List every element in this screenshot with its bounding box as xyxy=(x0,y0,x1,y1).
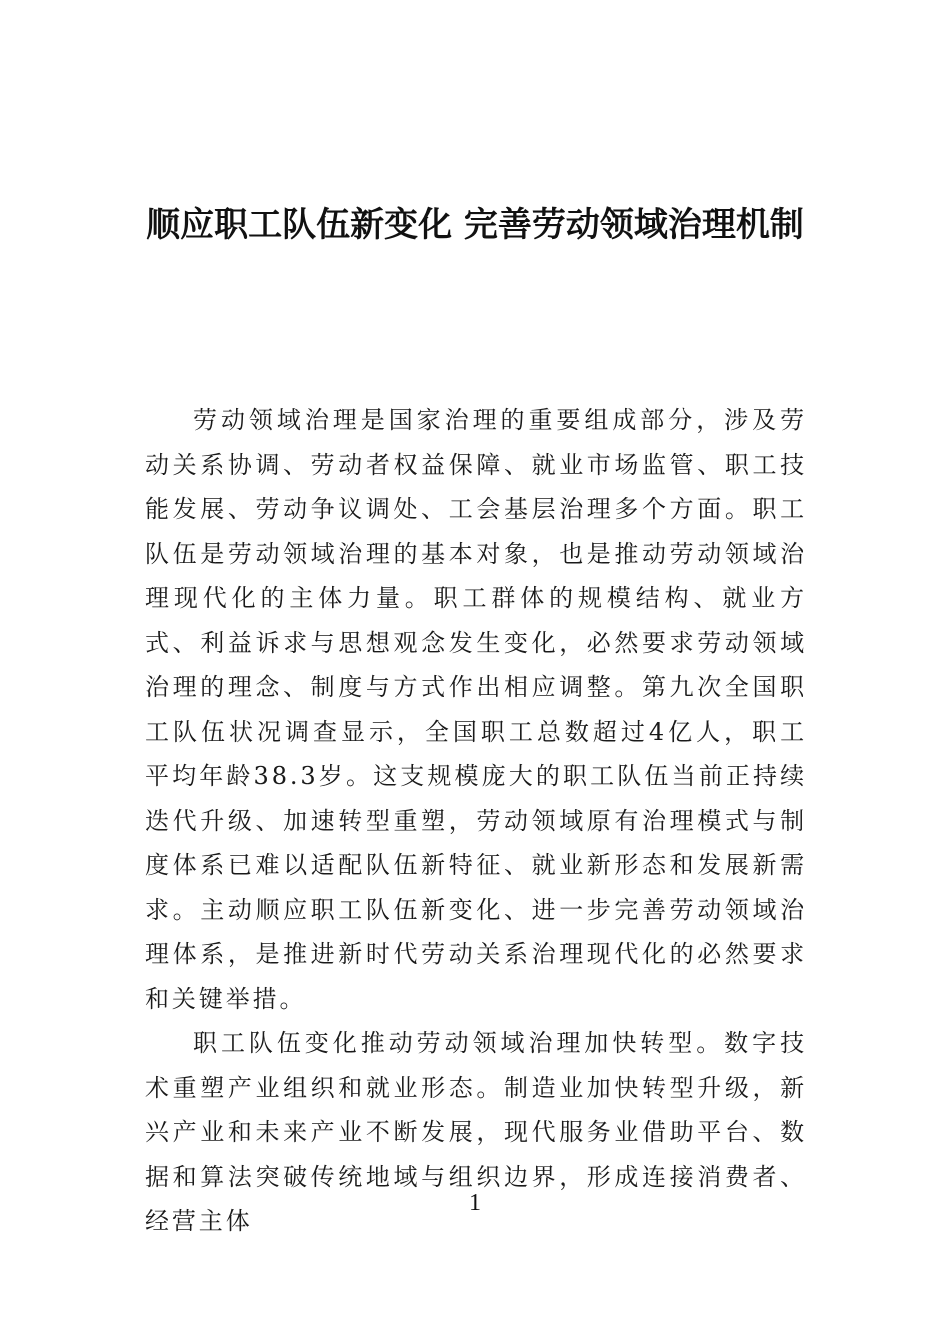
document-body xyxy=(145,398,807,1244)
page-number: 1 xyxy=(469,1190,481,1216)
paragraph: 劳动领域治理是国家治理的重要组成部分，涉及劳动关系协调、劳动者权益保障、就业市场监管、职工技能发展、劳动争议调处、工会基层治理多个方面。职工队伍是劳动领域治理的基本对象，也是推动劳动领域治理现代化的主体力量。职工群体的规模结构、就业方式、利益诉求与思想观念发生变化，必然要求劳动领域治理的理念、制度与方式作出相应调整。第九次全国职工队伍状况调查显示，全国职工总数超过4亿人，职工平均年龄38.3岁。这支规模庞大的职工队伍当前正持续迭代升级、加速转型重塑，劳动领域原有治理模式与制度体系已难以适配队伍新特征、就业新形态和发展新需求。主动顺应职工队伍新变化、进一步完善劳动领域治理体系，是推进新时代劳动关系治理现代化的必然要求和关键举措。 xyxy=(145,406,807,1013)
paragraph: 职工队伍变化推动劳动领域治理加快转型。数字技术重塑产业组织和就业形态。制造业加快转型升级，新兴产业和未来产业不断发展，现代服务业借助平台、数据和算法突破传统地域与组织边界，形成连接消费者、经营主体 xyxy=(145,1029,807,1235)
document-title: 顺应职工队伍新变化 完善劳动领域治理机制 xyxy=(146,205,804,245)
